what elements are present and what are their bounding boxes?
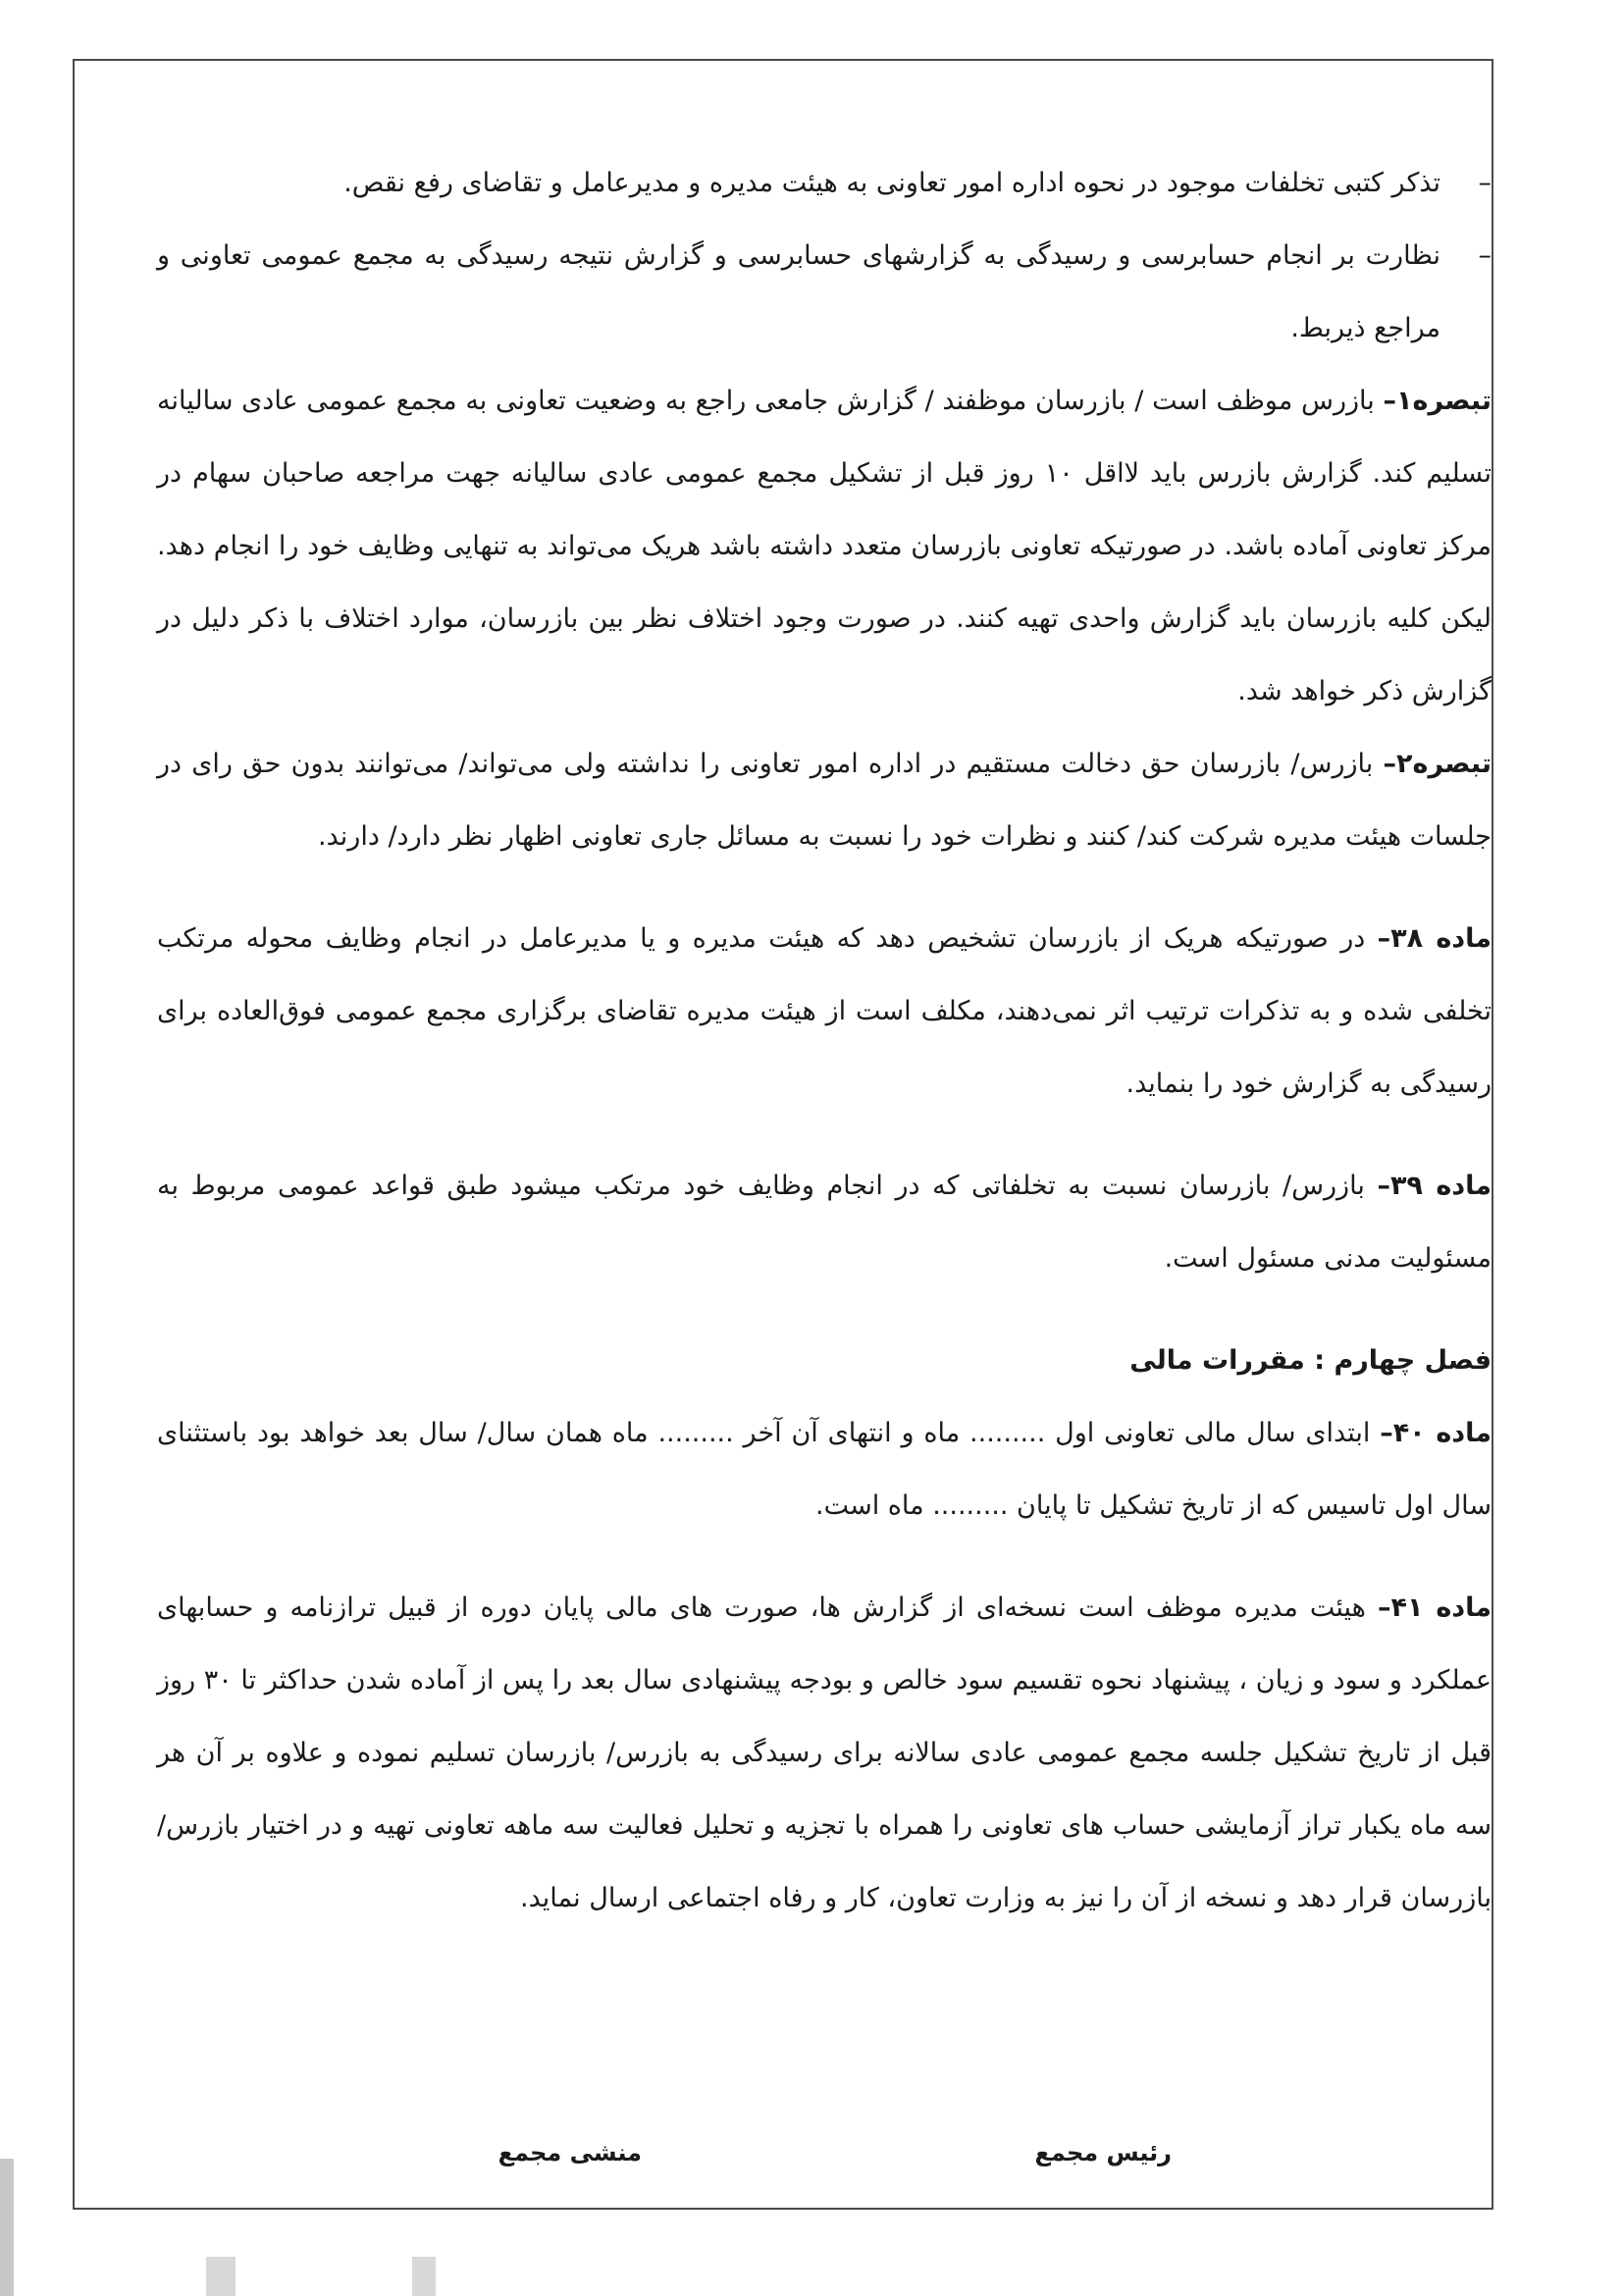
secretary-signature-label: منشی مجمع bbox=[497, 2139, 642, 2166]
note-1-label: تبصره۱– bbox=[1383, 386, 1492, 416]
chapter-4-title: فصل چهارم : مقررات مالی bbox=[1129, 1345, 1492, 1376]
bullet-text: نظارت بر انجام حسابرسی و رسیدگی به گزارشهای حسابرسی و گزارش نتیجه رسیدگی به مجمع عمومی تعاونی و مراجع ذیربط. bbox=[157, 240, 1440, 343]
article-38-label: ماده ۳۸– bbox=[1377, 923, 1492, 954]
note-2-label: تبصره۲– bbox=[1383, 749, 1492, 779]
article-39 bbox=[157, 1150, 1492, 1295]
article-41 bbox=[157, 1572, 1492, 1935]
note-2 bbox=[157, 728, 1492, 873]
president-signature-label: رئیس مجمع bbox=[1034, 2139, 1172, 2166]
bullet-dash: – bbox=[1478, 240, 1492, 271]
signature-row bbox=[0, 2139, 1623, 2188]
note-1 bbox=[157, 365, 1492, 728]
article-38 bbox=[157, 903, 1492, 1121]
article-41-text: هیئت مدیره موظف است نسخه‌ای از گزارش ها، صورت های مالی پایان دوره از قبیل ترازنامه و حسابهای عملکرد و سود و زیان ، پیشنهاد نحوه تقسیم سود خالص و بودجه پیشنهادی سال بعد را پس از آماده شدن حداکثر تا ۳۰ روز قبل از تاریخ تشکیل جلسه مجمع عمومی عادی سالانه برای رسیدگی به بازرس/ بازرسان تسلیم نموده و علاوه بر آن هر سه ماه یکبار تراز آزمایشی حساب های تعاونی را همراه با تجزیه و تحلیل فعالیت سه ماهه تعاونی تهیه و در اختیار بازرس/بازرسان قرار دهد و نسخه از آن را نیز به وزارت تعاون، کار و رفاه اجتماعی ارسال نماید. bbox=[157, 1592, 1492, 1913]
bullet-item bbox=[157, 147, 1492, 220]
scan-artifact bbox=[412, 2257, 436, 2296]
bullet-text: تذکر کتبی تخلفات موجود در نحوه اداره امور تعاونی به هیئت مدیره و مدیرعامل و تقاضای رفع نقص. bbox=[343, 168, 1440, 198]
article-40 bbox=[157, 1397, 1492, 1542]
article-40-text: ابتدای سال مالی تعاونی اول ......... ماه و انتهای آن آخر ......... ماه همان سال/ سال بعد خواهد بود باستثنای سال اول تاسیس که از تاریخ تشکیل تا پایان ......... ماه است. bbox=[157, 1418, 1492, 1521]
article-41-label: ماده ۴۱– bbox=[1377, 1592, 1492, 1623]
article-39-text: بازرس/ بازرسان نسبت به تخلفاتی که در انجام وظایف خود مرتکب میشود طبق قواعد عمومی مربوط به مسئولیت مدنی مسئول است. bbox=[157, 1171, 1492, 1274]
note-2-text: بازرس/ بازرسان حق دخالت مستقیم در اداره امور تعاونی را نداشته ولی می‌تواند/ می‌توانند بدون حق رای در جلسات هیئت مدیره شرکت کند/ کنند و نظرات خود را نسبت به مسائل جاری تعاونی اظهار نظر دارد/ دارند. bbox=[157, 749, 1492, 852]
article-40-label: ماده ۴۰– bbox=[1380, 1418, 1492, 1448]
bullet-dash: – bbox=[1478, 168, 1492, 198]
scan-artifact bbox=[206, 2257, 236, 2296]
note-1-text: بازرس موظف است / بازرسان موظفند / گزارش جامعی راجع به وضعیت تعاونی به مجمع عمومی عادی سالیانه تسلیم کند. گزارش بازرس باید لااقل ۱۰ روز قبل از تشکیل مجمع عمومی عادی سالیانه جهت مراجعه صاحبان سهام در مرکز تعاونی آماده باشد. در صورتیکه تعاونی بازرسان متعدد داشته باشد هریک می‌تواند به تنهایی وظایف خود را انجام دهد. لیکن کلیه بازرسان باید گزارش واحدی تهیه کنند. در صورت وجود اختلاف نظر بین بازرسان، موارد اختلاف با ذکر دلیل در گزارش ذکر خواهد شد. bbox=[157, 386, 1492, 706]
scan-artifact bbox=[0, 2159, 14, 2296]
article-38-text: در صورتیکه هریک از بازرسان تشخیص دهد که هیئت مدیره و یا مدیرعامل در انجام وظایف محوله مرتکب تخلفی شده و به تذکرات ترتیب اثر نمی‌دهند، مکلف است از هیئت مدیره تقاضای برگزاری مجمع عمومی فوق‌العاده برای رسیدگی به گزارش خود را بنماید. bbox=[157, 923, 1492, 1099]
bullet-item bbox=[157, 220, 1492, 365]
document-body bbox=[157, 147, 1492, 1935]
article-39-label: ماده ۳۹– bbox=[1377, 1171, 1492, 1201]
